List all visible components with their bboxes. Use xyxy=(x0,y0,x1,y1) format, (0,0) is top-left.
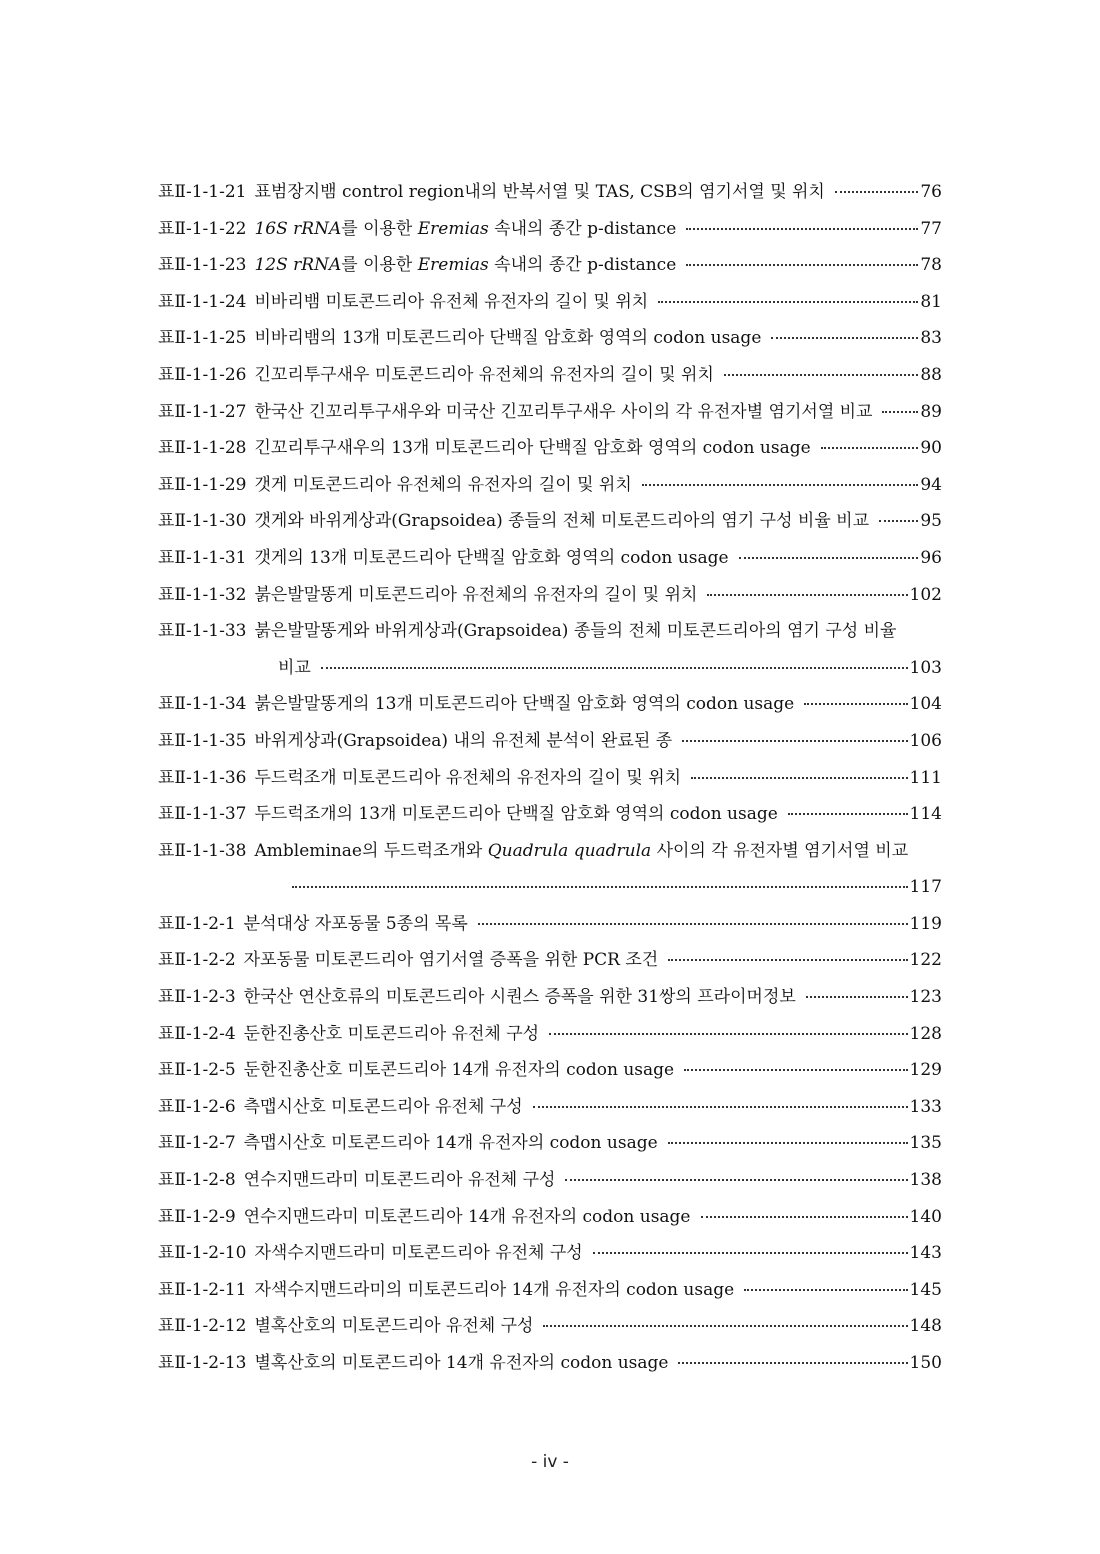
table-title: 긴꼬리투구새우 미토콘드리아 유전체의 유전자의 길이 및 위치 xyxy=(254,364,714,385)
table-number: 표Ⅱ-1-1-38 xyxy=(158,840,247,861)
table-number: 표Ⅱ-1-2-9 xyxy=(158,1206,236,1227)
toc-entry[interactable] xyxy=(158,1089,942,1126)
dot-leader xyxy=(565,1179,907,1181)
table-title: 갯게 미토콘드리아 유전체의 유전자의 길이 및 위치 xyxy=(254,474,632,495)
toc-entry[interactable] xyxy=(158,723,942,760)
dot-leader xyxy=(593,1252,908,1254)
table-number: 표Ⅱ-1-1-24 xyxy=(158,291,247,312)
table-title: 두드럭조개의 13개 미토콘드리아 단백질 암호화 영역의 codon usage xyxy=(254,804,778,825)
toc-entry[interactable] xyxy=(158,906,942,943)
table-number: 표Ⅱ-1-1-23 xyxy=(158,255,247,276)
dot-leader xyxy=(543,1325,907,1327)
table-title xyxy=(254,211,676,248)
title-segment: 를 이용한 xyxy=(341,218,418,239)
table-title: 측맵시산호 미토콘드리아 유전체 구성 xyxy=(243,1096,523,1117)
table-title xyxy=(254,833,908,870)
toc-entry[interactable] xyxy=(158,1272,942,1309)
table-number: 표Ⅱ-1-1-32 xyxy=(158,584,247,605)
dot-leader xyxy=(835,191,919,193)
page-number: 148 xyxy=(909,1316,942,1337)
table-number: 표Ⅱ-1-2-10 xyxy=(158,1243,247,1264)
toc-entry[interactable] xyxy=(158,430,942,467)
toc-entry[interactable] xyxy=(158,211,942,248)
toc-entry[interactable] xyxy=(158,1345,942,1382)
toc-entry[interactable] xyxy=(158,686,942,723)
dot-leader xyxy=(724,374,918,376)
toc-entry[interactable] xyxy=(158,577,942,614)
table-number: 표Ⅱ-1-1-33 xyxy=(158,621,247,642)
table-number: 표Ⅱ-1-1-27 xyxy=(158,401,247,422)
table-title: 바위게상과(Grapsoidea) 내의 유전체 분석이 완료된 종 xyxy=(254,730,673,751)
page-number: 143 xyxy=(909,1243,942,1264)
toc-entry[interactable] xyxy=(158,1016,942,1053)
table-number: 표Ⅱ-1-2-13 xyxy=(158,1353,247,1373)
table-number: 표Ⅱ-1-1-21 xyxy=(158,182,247,202)
table-title xyxy=(254,247,676,284)
dot-leader xyxy=(668,1142,908,1144)
dot-leader xyxy=(744,1289,907,1291)
title-segment: Ambleminae의 두드럭조개와 xyxy=(254,840,488,861)
page-number: 90 xyxy=(920,438,942,459)
table-title: 두드럭조개 미토콘드리아 유전체의 유전자의 길이 및 위치 xyxy=(254,767,682,788)
table-title: 자색수지맨드라미의 미토콘드리아 14개 유전자의 codon usage xyxy=(254,1279,735,1300)
table-number: 표Ⅱ-1-1-25 xyxy=(158,328,247,349)
table-title-continuation: 비교 xyxy=(278,657,311,678)
table-number: 표Ⅱ-1-1-26 xyxy=(158,364,247,385)
table-number: 표Ⅱ-1-2-11 xyxy=(158,1279,247,1300)
toc-entry[interactable] xyxy=(158,1125,942,1162)
toc-entry[interactable] xyxy=(158,284,942,321)
toc-entry[interactable] xyxy=(158,467,942,504)
dot-leader xyxy=(678,1362,907,1364)
page-number: 77 xyxy=(920,218,942,239)
dot-leader xyxy=(321,667,908,669)
toc-entry[interactable] xyxy=(158,1162,942,1199)
dot-leader xyxy=(549,1033,907,1035)
page-number: 81 xyxy=(920,291,942,312)
dot-leader xyxy=(686,228,918,230)
table-number: 표Ⅱ-1-2-4 xyxy=(158,1023,236,1044)
table-number: 표Ⅱ-1-1-34 xyxy=(158,694,247,715)
page-number: 103 xyxy=(909,657,942,678)
page-number: 117 xyxy=(909,877,942,898)
title-segment: Eremias xyxy=(417,255,489,276)
dot-leader xyxy=(668,959,907,961)
table-number: 표Ⅱ-1-2-7 xyxy=(158,1133,236,1154)
table-title: 갯게의 13개 미토콘드리아 단백질 암호화 영역의 codon usage xyxy=(254,547,729,568)
table-title: 연수지맨드라미 미토콘드리아 유전체 구성 xyxy=(243,1170,556,1191)
table-number: 표Ⅱ-1-1-37 xyxy=(158,804,247,825)
table-number: 표Ⅱ-1-1-31 xyxy=(158,547,247,568)
toc-entry[interactable] xyxy=(158,760,942,797)
page-number: 95 xyxy=(920,511,942,532)
dot-leader xyxy=(879,520,918,522)
table-title: 연수지맨드라미 미토콘드리아 14개 유전자의 codon usage xyxy=(243,1206,691,1227)
table-number: 표Ⅱ-1-2-12 xyxy=(158,1316,247,1337)
page-number: 104 xyxy=(909,694,942,715)
page-number: 133 xyxy=(909,1096,942,1117)
page-number: 96 xyxy=(920,547,942,568)
toc-entry[interactable] xyxy=(158,540,942,577)
dot-leader xyxy=(642,484,919,486)
toc-entry[interactable] xyxy=(158,1235,942,1272)
toc-entry[interactable] xyxy=(158,1308,942,1345)
dot-leader xyxy=(806,996,908,998)
table-number: 표Ⅱ-1-2-1 xyxy=(158,913,236,934)
table-number: 표Ⅱ-1-2-5 xyxy=(158,1060,236,1081)
table-title: 자색수지맨드라미 미토콘드리아 유전체 구성 xyxy=(254,1243,583,1264)
table-number: 표Ⅱ-1-2-6 xyxy=(158,1096,236,1117)
page-number: 114 xyxy=(909,804,942,825)
dot-leader xyxy=(821,447,919,449)
table-title: 비바리뱀의 13개 미토콘드리아 단백질 암호화 영역의 codon usage xyxy=(254,328,762,349)
toc-entry[interactable] xyxy=(158,1199,942,1236)
table-number: 표Ⅱ-1-1-35 xyxy=(158,730,247,751)
page-number: 83 xyxy=(920,328,942,349)
table-title: 분석대상 자포동물 5종의 목록 xyxy=(243,913,468,934)
title-segment: 속내의 종간 p-distance xyxy=(488,218,677,239)
dot-leader xyxy=(533,1106,908,1108)
title-segment: Eremias xyxy=(417,218,489,239)
dot-leader xyxy=(691,777,908,779)
dot-leader xyxy=(804,703,907,705)
page-number: 129 xyxy=(909,1060,942,1081)
dot-leader xyxy=(658,301,918,303)
page-number: 88 xyxy=(920,364,942,385)
toc-entry[interactable] xyxy=(158,796,942,833)
page-number: 140 xyxy=(909,1206,942,1227)
dot-leader xyxy=(478,923,908,925)
table-title: 둔한진총산호 미토콘드리아 유전체 구성 xyxy=(243,1023,540,1044)
table-number: 표Ⅱ-1-2-2 xyxy=(158,950,236,971)
toc-entry[interactable] xyxy=(158,613,942,686)
table-title: 붉은발말똥게 미토콘드리아 유전체의 유전자의 길이 및 위치 xyxy=(254,584,698,605)
table-title: 표범장지뱀 control region내의 반복서열 및 TAS, CSB의 염기서열 및 위치 xyxy=(254,182,825,202)
page-number: 106 xyxy=(909,730,942,751)
table-title: 둔한진총산호 미토콘드리아 14개 유전자의 codon usage xyxy=(243,1060,675,1081)
title-segment: 사이의 각 유전자별 염기서열 비교 xyxy=(651,840,909,861)
table-title: 자포동물 미토콘드리아 염기서열 증폭을 위한 PCR 조건 xyxy=(243,950,659,971)
table-title: 별혹산호의 미토콘드리아 14개 유전자의 codon usage xyxy=(254,1353,669,1373)
table-title: 붉은발말똥게의 13개 미토콘드리아 단백질 암호화 영역의 codon usage xyxy=(254,694,795,715)
table-title: 별혹산호의 미토콘드리아 유전체 구성 xyxy=(254,1316,534,1337)
table-number: 표Ⅱ-1-2-8 xyxy=(158,1170,236,1191)
table-number: 표Ⅱ-1-1-29 xyxy=(158,474,247,495)
page-number: 138 xyxy=(909,1170,942,1191)
table-title: 긴꼬리투구새우의 13개 미토콘드리아 단백질 암호화 영역의 codon usage xyxy=(254,438,811,459)
dot-leader xyxy=(771,337,918,339)
toc-entry[interactable] xyxy=(158,1052,942,1089)
toc-entry[interactable] xyxy=(158,247,942,284)
title-segment: 12S rRNA xyxy=(254,255,342,276)
page-number: 122 xyxy=(909,950,942,971)
page-number: 150 xyxy=(909,1353,942,1373)
page-number: 76 xyxy=(920,182,942,202)
page-number: 94 xyxy=(920,474,942,495)
table-title: 측맵시산호 미토콘드리아 14개 유전자의 codon usage xyxy=(243,1133,658,1154)
table-number: 표Ⅱ-1-1-30 xyxy=(158,511,247,532)
title-segment: 를 이용한 xyxy=(341,255,418,276)
table-number: 표Ⅱ-1-2-3 xyxy=(158,987,236,1008)
title-segment: 속내의 종간 p-distance xyxy=(488,255,677,276)
dot-leader xyxy=(686,264,918,266)
page-number: 102 xyxy=(909,584,942,605)
toc-entry[interactable] xyxy=(158,174,942,211)
toc-entry[interactable] xyxy=(158,357,942,394)
page-number: 123 xyxy=(909,987,942,1008)
page-number: 111 xyxy=(909,767,942,788)
table-title: 붉은발말똥게와 바위게상과(Grapsoidea) 종들의 전체 미토콘드리아의 염기 구성 비율 xyxy=(254,621,897,642)
page-number: 145 xyxy=(909,1279,942,1300)
toc-entry[interactable] xyxy=(158,394,942,431)
table-title: 갯게와 바위게상과(Grapsoidea) 종들의 전체 미토콘드리아의 염기 구성 비율 비교 xyxy=(254,511,869,532)
dot-leader xyxy=(682,740,907,742)
dot-leader xyxy=(684,1069,907,1071)
page-number: 119 xyxy=(909,913,942,934)
dot-leader xyxy=(707,594,907,596)
toc-entry[interactable] xyxy=(158,979,942,1016)
table-title: 비바리뱀 미토콘드리아 유전체 유전자의 길이 및 위치 xyxy=(254,291,649,312)
table-title: 한국산 긴꼬리투구새우와 미국산 긴꼬리투구새우 사이의 각 유전자별 염기서열 비교 xyxy=(254,401,873,422)
page-number: 128 xyxy=(909,1023,942,1044)
page-number-footer: - iv - xyxy=(531,1452,569,1472)
dot-leader xyxy=(882,411,918,413)
toc-entry[interactable] xyxy=(158,503,942,540)
table-title: 한국산 연산호류의 미토콘드리아 시퀀스 증폭을 위한 31쌍의 프라이머정보 xyxy=(243,987,796,1008)
table-of-contents-list xyxy=(158,174,942,1382)
table-number: 표Ⅱ-1-1-22 xyxy=(158,218,247,239)
dot-leader xyxy=(701,1216,908,1218)
table-number: 표Ⅱ-1-1-28 xyxy=(158,438,247,459)
toc-entry[interactable] xyxy=(158,833,942,906)
title-segment: 16S rRNA xyxy=(254,218,342,239)
dot-leader xyxy=(292,886,908,888)
title-segment: Quadrula quadrula xyxy=(487,840,652,861)
dot-leader xyxy=(739,557,919,559)
toc-entry[interactable] xyxy=(158,942,942,979)
page-number: 135 xyxy=(909,1133,942,1154)
page-number: 78 xyxy=(920,255,942,276)
toc-entry[interactable] xyxy=(158,320,942,357)
table-number: 표Ⅱ-1-1-36 xyxy=(158,767,247,788)
page-number: 89 xyxy=(920,401,942,422)
dot-leader xyxy=(788,813,908,815)
